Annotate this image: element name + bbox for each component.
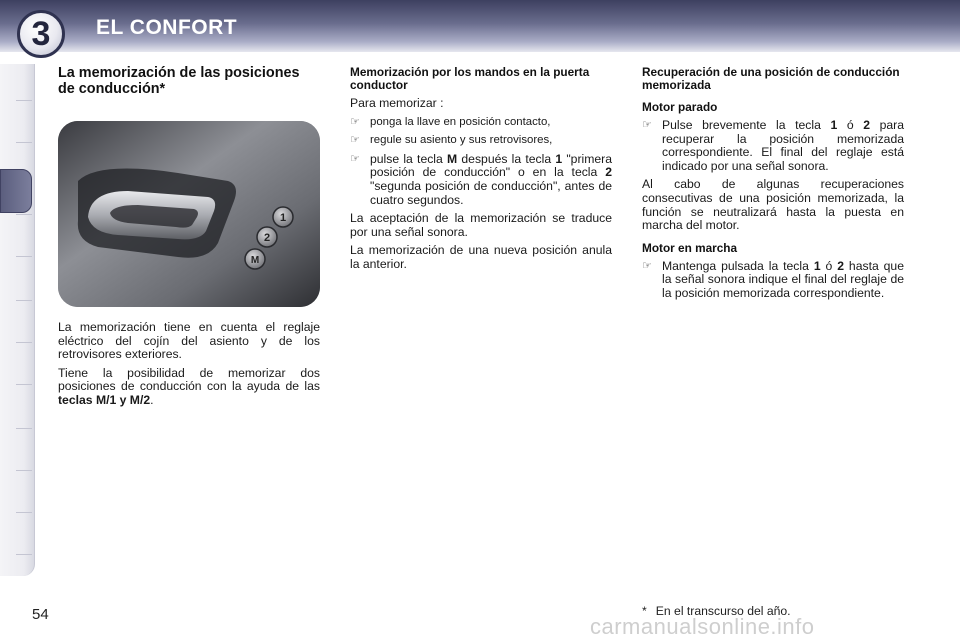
paragraph: La aceptación de la memorización se traduce por una señal sonora. bbox=[350, 211, 612, 239]
footnote-asterisk: * bbox=[642, 604, 647, 618]
paragraph: La memorización tiene en cuenta el reglaje eléctrico del cojín del asiento y de los retrovisores exteriores. bbox=[58, 320, 320, 362]
instruction-step bbox=[350, 153, 612, 207]
chapter-number-badge: 3 bbox=[17, 10, 65, 58]
keys-label: teclas M/1 y M/2 bbox=[58, 392, 151, 407]
footnote bbox=[642, 604, 791, 618]
paragraph: Al cabo de algunas recuperaciones consecutivas de una posición memorizada, la función se neutralizará hasta la puesta en marcha del motor. bbox=[642, 177, 904, 233]
tab-divider bbox=[16, 142, 32, 143]
chapter-title: EL CONFORT bbox=[96, 16, 238, 39]
tab-divider bbox=[16, 554, 32, 555]
instruction-step bbox=[350, 116, 612, 130]
footnote-text: En el transcurso del año. bbox=[655, 604, 791, 618]
watermark: carmanualsonline.info bbox=[590, 614, 815, 639]
pointing-hand-icon: ☞ bbox=[350, 152, 360, 165]
door-handle-illustration bbox=[58, 121, 320, 307]
subheading-engine-off: Motor parado bbox=[642, 100, 718, 114]
step-text: Mantenga pulsada la tecla 1 ó 2 hasta que la señal sonora indique el final del reglaje de la posición memorizada correspondiente. bbox=[662, 258, 904, 300]
tab-divider bbox=[16, 512, 32, 513]
paragraph: La memorización de una nueva posición anula la anterior. bbox=[350, 243, 612, 271]
step-text: regule su asiento y sus retrovisores, bbox=[370, 134, 553, 147]
svg-text:2: 2 bbox=[263, 232, 271, 244]
pointing-hand-icon: ☞ bbox=[350, 134, 360, 147]
memory-button-2 bbox=[257, 227, 277, 247]
section-heading: La memorización de las posiciones de conducción* bbox=[58, 65, 300, 97]
pointing-hand-icon: ☞ bbox=[642, 259, 652, 272]
memory-button-m bbox=[245, 249, 265, 269]
step-text: pulse la tecla M después la tecla 1 "primera posición de conducción" o en la tecla 2 "segunda posición de conducción", antes de cuatro segundos. bbox=[370, 151, 612, 207]
section-heading: Recuperación de una posición de conducción memorizada bbox=[642, 65, 900, 92]
intro-text: Para memorizar : bbox=[350, 96, 444, 110]
paragraph-text: Tiene la posibilidad de memorizar dos posiciones de conducción con la ayuda de las bbox=[58, 365, 320, 394]
column-memorization-intro bbox=[58, 66, 320, 413]
instruction-step bbox=[642, 260, 904, 301]
paragraph-text: . bbox=[150, 392, 154, 407]
svg-text:1: 1 bbox=[279, 212, 287, 224]
subheading-engine-running: Motor en marcha bbox=[642, 240, 738, 255]
svg-text:M: M bbox=[250, 255, 260, 266]
column-door-memorization bbox=[350, 66, 612, 277]
section-heading: Memorización por los mandos en la puerta conductor bbox=[350, 65, 590, 92]
column-position-recall bbox=[642, 66, 904, 306]
tab-divider bbox=[16, 300, 32, 301]
instruction-step bbox=[350, 134, 612, 148]
tab-divider bbox=[16, 342, 32, 343]
active-chapter-tab bbox=[0, 169, 32, 213]
chapter-index-tabs bbox=[0, 64, 35, 576]
step-text: ponga la llave en posición contacto, bbox=[370, 115, 551, 128]
paragraph bbox=[58, 367, 320, 408]
door-memory-buttons-photo bbox=[58, 121, 320, 307]
step-text: Pulse brevemente la tecla 1 ó 2 para recuperar la posición memorizada correspondiente. El final del reglaje está indicado por una señal sonora. bbox=[662, 118, 905, 173]
tab-divider bbox=[16, 384, 32, 385]
tab-divider bbox=[16, 100, 32, 101]
memory-button-1 bbox=[273, 207, 293, 227]
tab-divider bbox=[16, 256, 32, 257]
page-number: 54 bbox=[32, 606, 49, 623]
pointing-hand-icon: ☞ bbox=[350, 115, 360, 128]
pointing-hand-icon: ☞ bbox=[642, 119, 652, 131]
tab-divider bbox=[16, 428, 32, 429]
tab-divider bbox=[16, 214, 32, 215]
instruction-step bbox=[642, 119, 904, 173]
tab-divider bbox=[16, 470, 32, 471]
